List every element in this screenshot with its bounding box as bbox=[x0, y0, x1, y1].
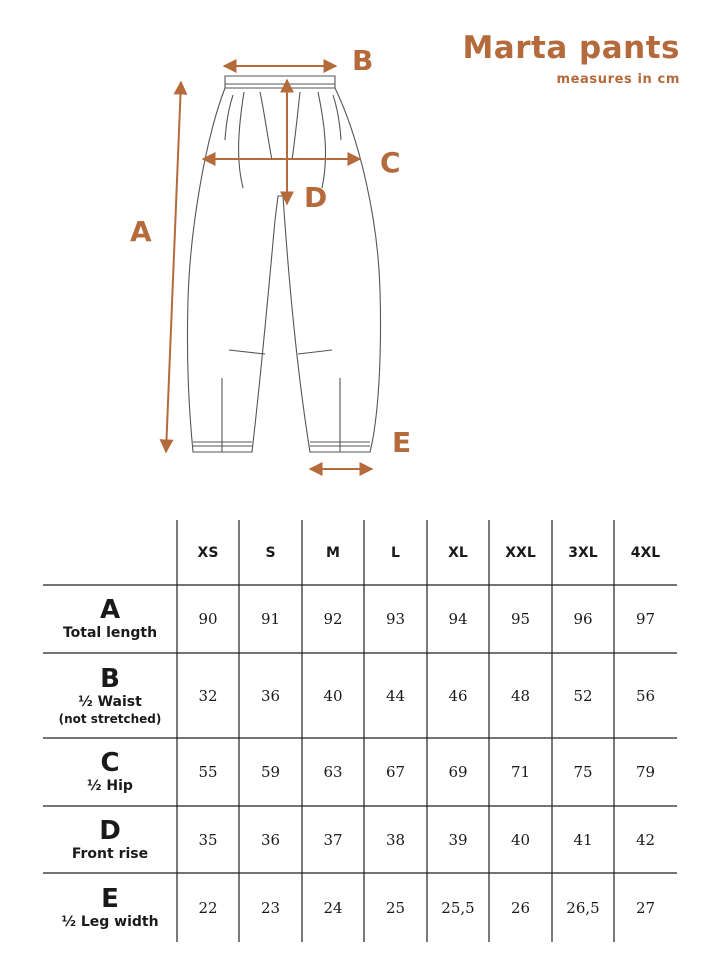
table-cell: 42 bbox=[635, 830, 656, 849]
page-subtitle: measures in cm bbox=[556, 72, 680, 87]
row-letter: A bbox=[99, 595, 121, 625]
row-letter: C bbox=[100, 748, 120, 778]
table-cell: 90 bbox=[198, 610, 218, 628]
table-cell: 23 bbox=[260, 898, 281, 917]
table-cell: 69 bbox=[448, 763, 468, 781]
row-name: ½ Leg width bbox=[61, 913, 159, 930]
table-cell: 96 bbox=[573, 610, 593, 628]
row-note: (not stretched) bbox=[58, 711, 162, 726]
table-cell: 40 bbox=[510, 830, 531, 849]
size-header: S bbox=[265, 544, 276, 561]
size-header: 3XL bbox=[568, 544, 598, 561]
table-cell: 97 bbox=[635, 610, 656, 628]
table-cell: 40 bbox=[323, 686, 343, 705]
table-cell: 95 bbox=[510, 610, 531, 628]
table-cell: 55 bbox=[198, 763, 218, 781]
row-name: Front rise bbox=[71, 845, 149, 862]
table-cell: 32 bbox=[198, 686, 218, 705]
label-b: B bbox=[352, 44, 374, 77]
size-header: XL bbox=[448, 544, 468, 561]
row-label bbox=[43, 806, 177, 873]
table-cell: 24 bbox=[323, 898, 343, 917]
table-cell: 67 bbox=[385, 763, 406, 781]
table-cell: 92 bbox=[323, 610, 343, 628]
row-name: ½ Waist bbox=[78, 693, 142, 710]
table-cell: 41 bbox=[573, 830, 593, 849]
size-header: 4XL bbox=[630, 544, 661, 561]
row-letter: D bbox=[99, 815, 121, 846]
page-title: Marta pants bbox=[462, 30, 680, 66]
row-letter: E bbox=[101, 883, 119, 914]
table-cell: 79 bbox=[635, 763, 656, 781]
size-header: XS bbox=[197, 544, 219, 561]
row-label bbox=[43, 585, 177, 653]
table-cell: 91 bbox=[260, 610, 281, 628]
table-cell: 35 bbox=[198, 830, 218, 849]
table-cell: 63 bbox=[323, 763, 343, 781]
table-cell: 36 bbox=[260, 686, 281, 705]
table-cell: 44 bbox=[385, 686, 406, 705]
size-header: XXL bbox=[505, 544, 536, 561]
row-name: Total length bbox=[62, 625, 158, 641]
table-cell: 25,5 bbox=[441, 898, 475, 917]
table-cell: 25 bbox=[385, 898, 406, 917]
table-cell: 26,5 bbox=[566, 898, 600, 917]
table-cell: 93 bbox=[385, 610, 406, 628]
table-cell: 37 bbox=[323, 830, 343, 849]
table-cell: 75 bbox=[573, 763, 593, 781]
table-cell: 94 bbox=[448, 610, 468, 628]
table-cell: 26 bbox=[510, 898, 531, 917]
table-cell: 71 bbox=[510, 763, 531, 781]
row-letter: B bbox=[100, 663, 120, 694]
table-cell: 56 bbox=[635, 686, 656, 705]
table-cell: 48 bbox=[510, 686, 531, 705]
size-header: L bbox=[391, 544, 400, 561]
row-label bbox=[43, 738, 177, 806]
table-cell: 38 bbox=[385, 830, 406, 849]
label-e: E bbox=[392, 426, 412, 459]
table-cell: 22 bbox=[198, 898, 218, 917]
table-cell: 59 bbox=[260, 763, 281, 781]
row-label bbox=[43, 653, 177, 738]
row-label bbox=[43, 873, 177, 942]
size-header: M bbox=[326, 544, 340, 561]
row-name: ½ Hip bbox=[87, 778, 133, 794]
table-cell: 36 bbox=[260, 830, 281, 849]
label-c: C bbox=[380, 146, 401, 179]
table-cell: 52 bbox=[573, 686, 593, 705]
label-a: A bbox=[130, 215, 152, 248]
label-d: D bbox=[304, 181, 328, 214]
table-cell: 27 bbox=[635, 898, 656, 917]
table-cell: 39 bbox=[448, 830, 468, 849]
table-cell: 46 bbox=[448, 686, 468, 705]
